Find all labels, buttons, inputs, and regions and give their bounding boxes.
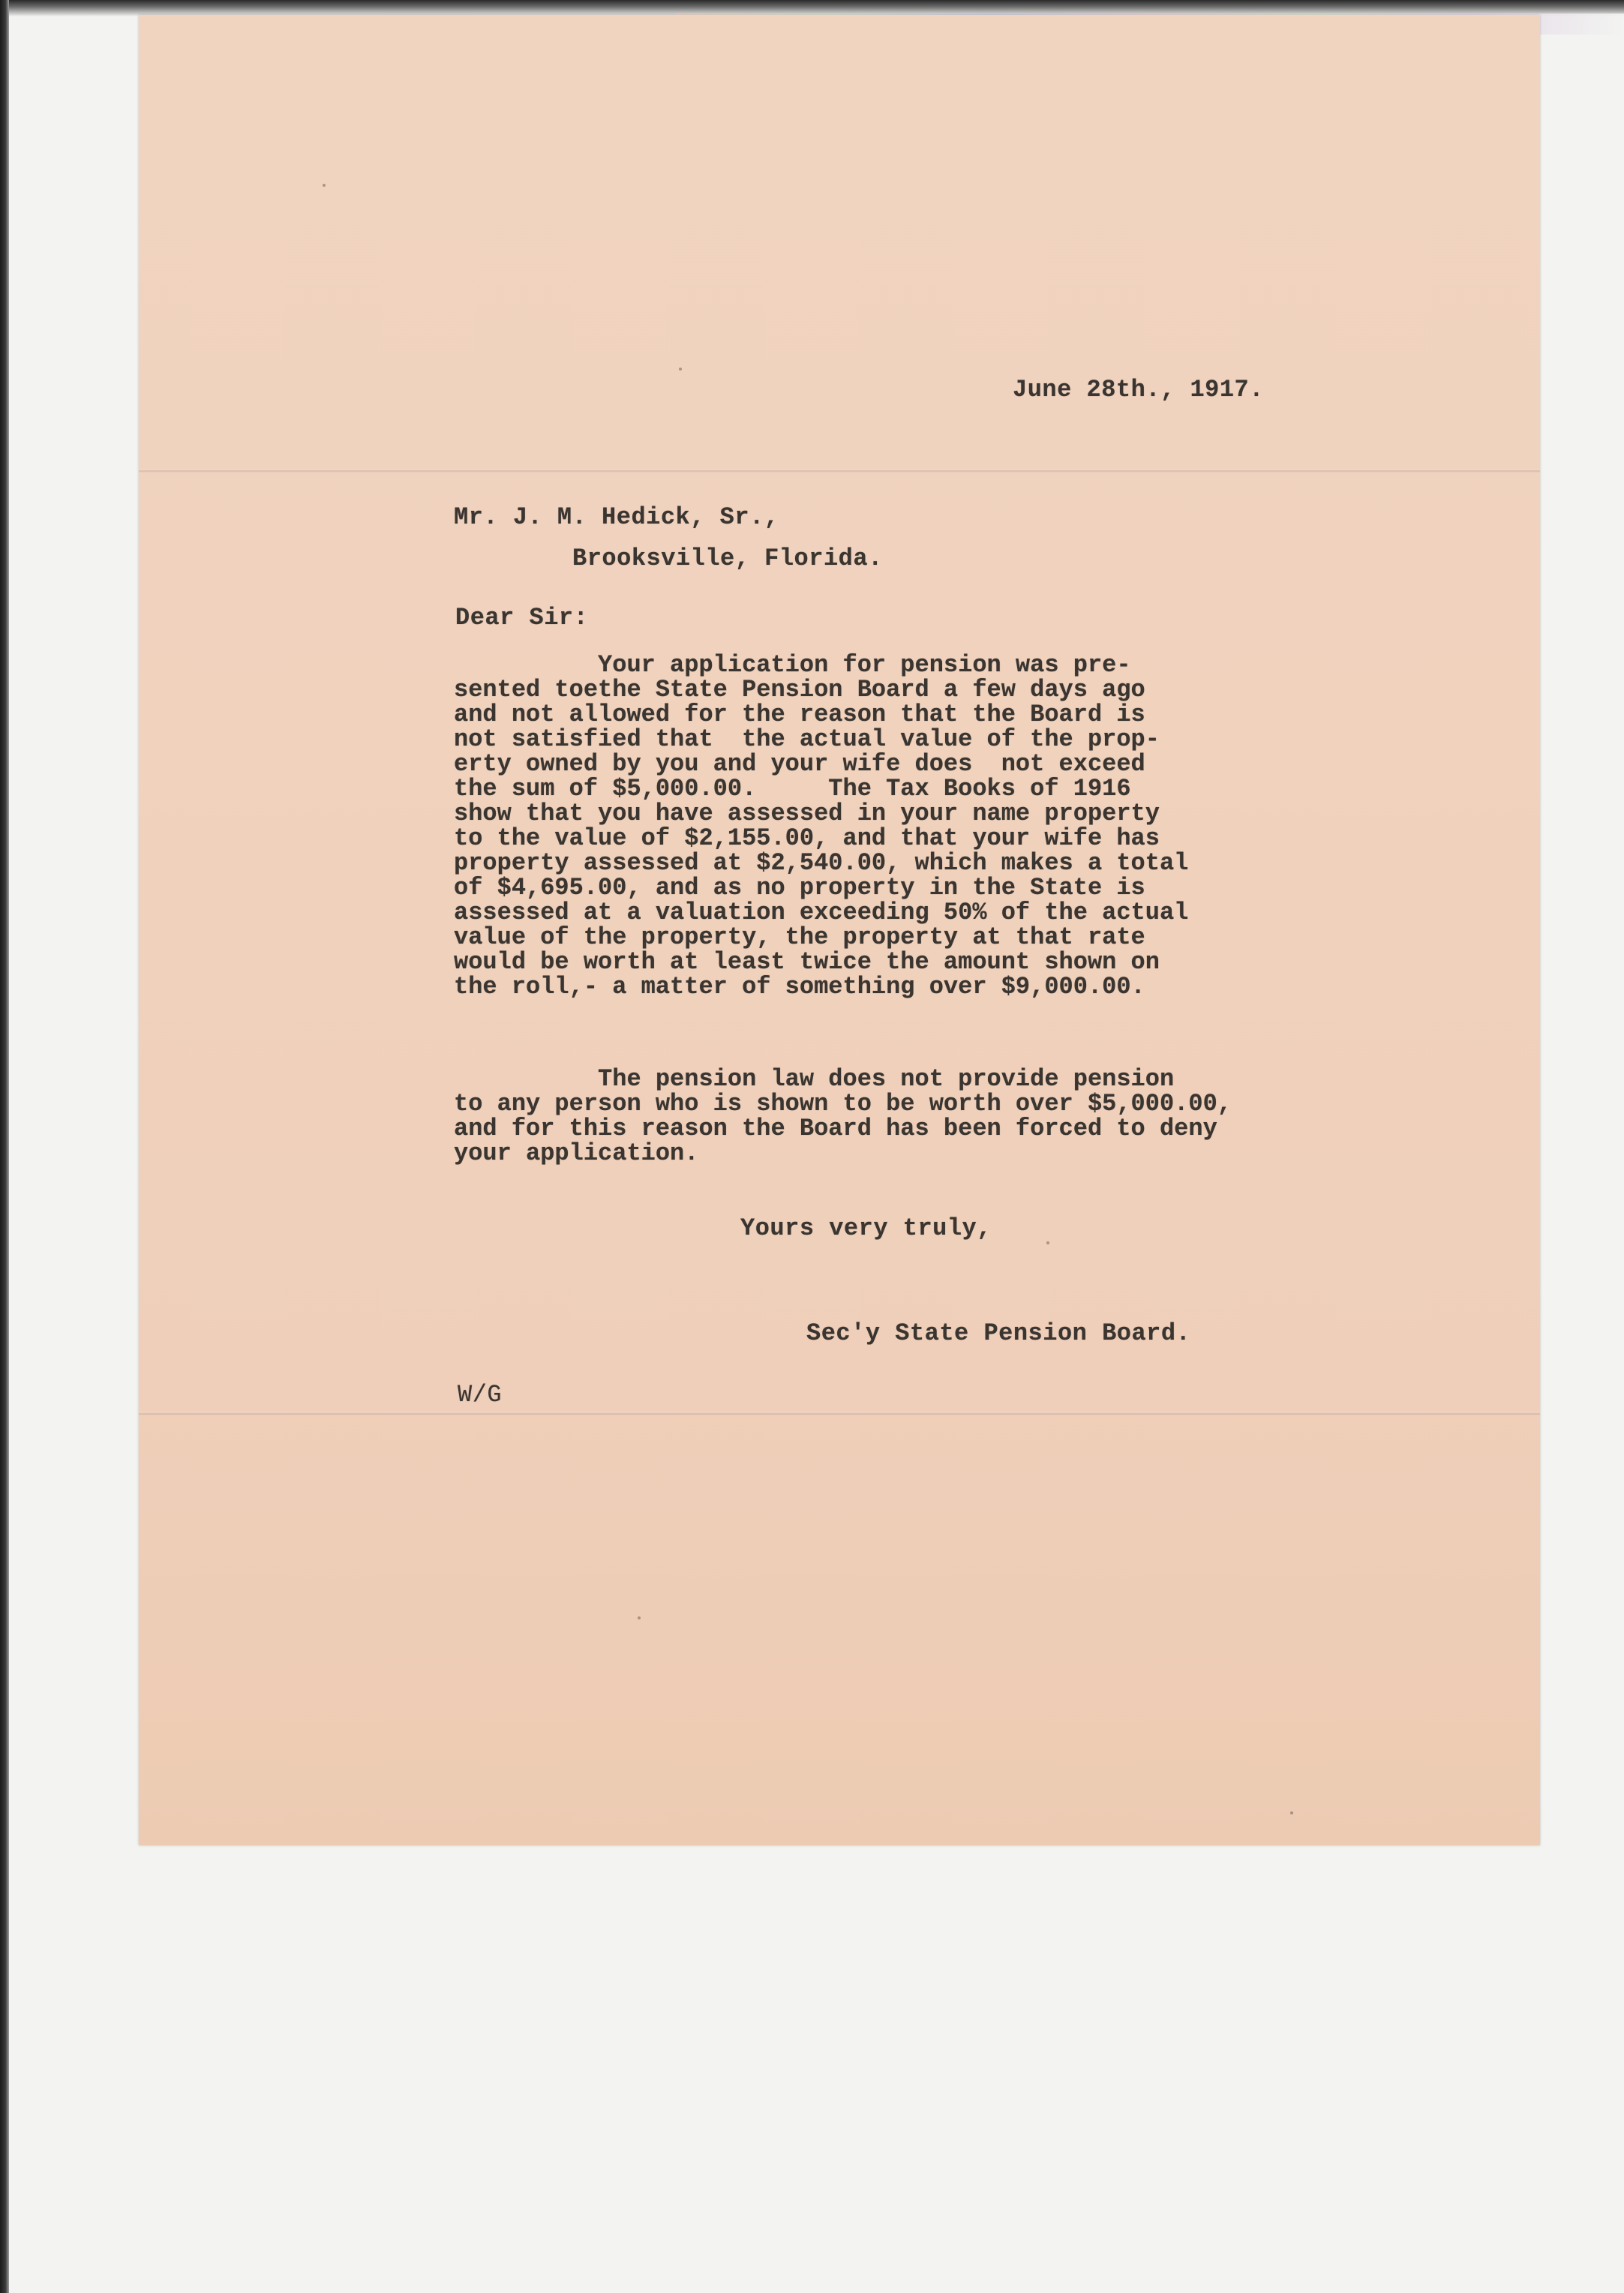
closing: Yours very truly, xyxy=(740,1214,992,1242)
paper-fold-lower xyxy=(139,1412,1540,1416)
recipient-name: Mr. J. M. Hedick, Sr., xyxy=(454,503,779,531)
body-line: and not allowed for the reason that the Board is xyxy=(454,701,1145,728)
typist-initials: W/G xyxy=(458,1381,503,1409)
body-line: of $4,695.00, and as no property in the State is xyxy=(454,874,1145,902)
recipient-location: Brooksville, Florida. xyxy=(572,545,883,572)
body-paragraph-1 xyxy=(454,653,1188,999)
signature-title: Sec'y State Pension Board. xyxy=(806,1319,1191,1347)
paper-speck xyxy=(638,1616,641,1619)
body-line: to any person who is shown to be worth over $5,000.00, xyxy=(454,1090,1232,1118)
salutation: Dear Sir: xyxy=(455,604,589,632)
letter-page xyxy=(139,15,1540,1845)
body-line: your application. xyxy=(454,1139,699,1167)
paper-fold-upper xyxy=(139,469,1540,473)
body-line: property assessed at $2,540.00, which makes a total xyxy=(454,849,1189,877)
paper-speck xyxy=(1046,1241,1049,1244)
body-line: assessed at a valuation exceeding 50% of the actual xyxy=(454,899,1189,926)
body-line: Your application for pension was pre- xyxy=(454,651,1131,679)
body-line: erty owned by you and your wife does not exceed xyxy=(454,750,1145,778)
body-line: the sum of $5,000.00. The Tax Books of 1916 xyxy=(454,775,1131,803)
body-line: The pension law does not provide pension xyxy=(454,1065,1175,1093)
body-line: value of the property, the property at that rate xyxy=(454,923,1145,951)
body-line: the roll,- a matter of something over $9,000.00. xyxy=(454,973,1145,1001)
paper-speck xyxy=(679,368,682,371)
body-line: to the value of $2,155.00, and that your wife has xyxy=(454,824,1160,852)
body-line: and for this reason the Board has been forced to deny xyxy=(454,1115,1217,1142)
letter-date: June 28th., 1917. xyxy=(1013,376,1264,404)
paper-speck xyxy=(1290,1811,1293,1814)
body-line: not satisfied that the actual value of the prop- xyxy=(454,725,1160,753)
paper-speck xyxy=(323,184,326,187)
body-line: show that you have assessed in your name property xyxy=(454,800,1160,827)
body-paragraph-2 xyxy=(454,1067,1232,1166)
body-line: sented toethe State Pension Board a few days ago xyxy=(454,676,1145,704)
scanner-edge-left xyxy=(0,0,9,2293)
body-line: would be worth at least twice the amount shown on xyxy=(454,948,1160,976)
